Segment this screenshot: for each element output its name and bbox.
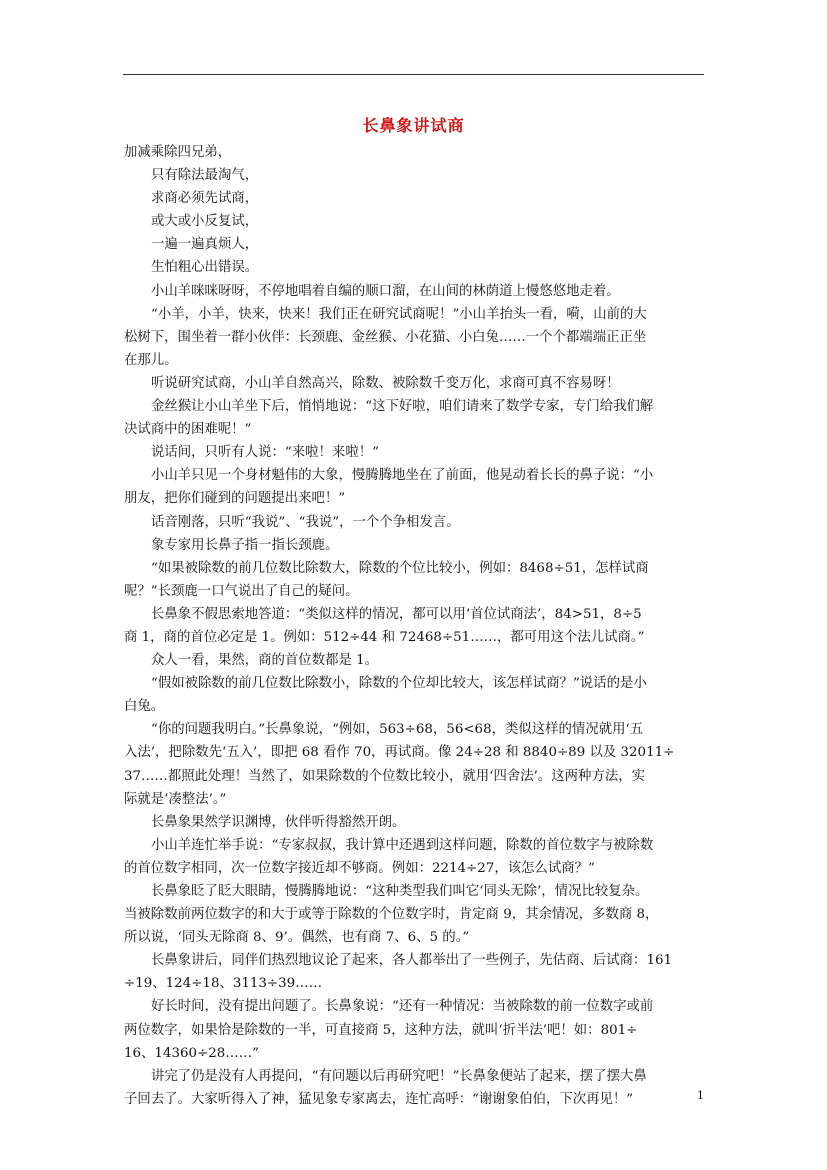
text-line: 金丝猴让小山羊坐下后，悄悄地说：“这下好啦，咱们请来了数学专家，专门给我们解 (151, 399, 654, 415)
text-line: 子回去了。大家听得入了神，猛见象专家离去，连忙高呼：“谢谢象伯伯，下次再见！” (124, 1091, 634, 1107)
text-line: 松树下，围坐着一群小伙伴：长颈鹿、金丝猴、小花猫、小白兔……一个个都端端正正坐 (124, 329, 647, 345)
text-line: 求商必须先试商， (151, 191, 259, 207)
text-line: 朋友，把你们碰到的问题提出来吧！” (124, 491, 346, 507)
text-line: 听说研究试商，小山羊自然高兴，除数、被除数千变万化，求商可真不容易呀！ (151, 375, 620, 391)
text-line: 呢？”长颈鹿一口气说出了自己的疑问。 (124, 583, 359, 599)
text-line: ÷19、124÷18、3113÷39…… (124, 976, 322, 992)
text-line: 象专家用长鼻子指一指长颈鹿。 (151, 537, 339, 553)
document-title: 长鼻象讲试商 (362, 116, 465, 135)
text-line: 入法’，把除数先‘五入’，即把 68 看作 70，再试商。像 24÷28 和 8840÷89 以及 32011÷ (124, 745, 675, 761)
text-line: 所以说，‘同头无除商 8、9’。偶然，也有商 7、6、5 的。” (124, 930, 470, 946)
text-line: 小山羊咪咪呀呀，不停地唱着自编的顺口溜，在山间的林荫道上慢悠悠地走着。 (151, 283, 620, 299)
text-line: 在那儿。 (124, 352, 178, 368)
text-line: 小山羊连忙举手说：“专家叔叔，我计算中还遇到这样问题，除数的首位数字与被除数 (151, 837, 654, 853)
page-number: 1 (697, 1089, 704, 1102)
text-line: 的首位数字相同，次一位数字接近却不够商。例如：2214÷27，该怎么试商？” (124, 860, 595, 876)
text-line: 众人一看，果然，商的首位数都是 1。 (151, 653, 379, 669)
text-line: 生怕粗心出错误。 (151, 260, 259, 276)
body-text (124, 141, 706, 1111)
text-line: 际就是‘凑整法’。” (124, 791, 227, 807)
text-line: 商 1，商的首位必定是 1。例如：512÷44 和 72468÷51……，都可用这个法儿试商。” (124, 629, 645, 645)
text-line: 只有除法最淘气， (151, 168, 259, 184)
text-line: 决试商中的困难呢！” (124, 422, 252, 438)
text-line: 一遍一遍真烦人， (151, 237, 259, 253)
text-line: 长鼻象讲后，同伴们热烈地议论了起来，各人都举出了一些例子，先估商、后试商：161 (151, 953, 673, 969)
text-line: 或大或小反复试， (151, 214, 259, 230)
text-line: 讲完了仍是没有人再提问，“有问题以后再研究吧！”长鼻象便站了起来，摆了摆大鼻 (151, 1068, 647, 1084)
text-line: 说话间，只听有人说：“来啦！来啦！” (151, 445, 379, 461)
text-line: 37……都照此处理！当然了，如果除数的个位数比较小，就用‘四舍法’。这两种方法，实 (124, 768, 646, 784)
text-line: “如果被除数的前几位数比除数大，除数的个位比较小，例如：8468÷51，怎样试商 (151, 560, 649, 576)
text-line: 小山羊只见一个身材魁伟的大象，慢腾腾地坐在了前面，他晃动着长长的鼻子说：“小 (151, 468, 654, 484)
text-line: 加减乘除四兄弟， (124, 145, 232, 160)
text-line: 话音刚落，只听“我说”、“我说”，一个个争相发言。 (151, 514, 460, 530)
text-line: 白兔。 (124, 699, 165, 715)
text-line: “你的问题我明白。”长鼻象说，“例如，563÷68，56<68，类似这样的情况就用‘五 (151, 722, 644, 738)
header-rule (123, 74, 704, 75)
text-line: 长鼻象果然学识渊博，伙伴听得豁然开朗。 (151, 814, 406, 830)
text-line: 好长时间，没有提出问题了。长鼻象说：“还有一种情况：当被除数的前一位数字或前 (151, 999, 654, 1015)
text-line: 长鼻象不假思索地答道：“类似这样的情况，都可以用‘首位试商法’，84>51，8÷5 (151, 606, 642, 622)
text-line: 16、14360÷28……” (124, 1045, 259, 1061)
text-line: 长鼻象眨了眨大眼睛，慢腾腾地说：“这种类型我们叫它‘同头无除’，情况比较复杂。 (151, 884, 649, 899)
text-line: 两位数字，如果恰是除数的一半，可直接商 5，这种方法，就叫‘折半法’吧！如：801÷ (124, 1022, 638, 1038)
text-line: 当被除数前两位数字的和大于或等于除数的个位数字时，肯定商 9，其余情况，多数商 8， (124, 907, 659, 923)
text-line: “假如被除数的前几位数比除数小，除数的个位却比较大，该怎样试商？”说话的是小 (151, 676, 647, 692)
text-line: “小羊，小羊，快来，快来！我们正在研究试商呢！”小山羊抬头一看，嗬，山前的大 (151, 306, 647, 322)
